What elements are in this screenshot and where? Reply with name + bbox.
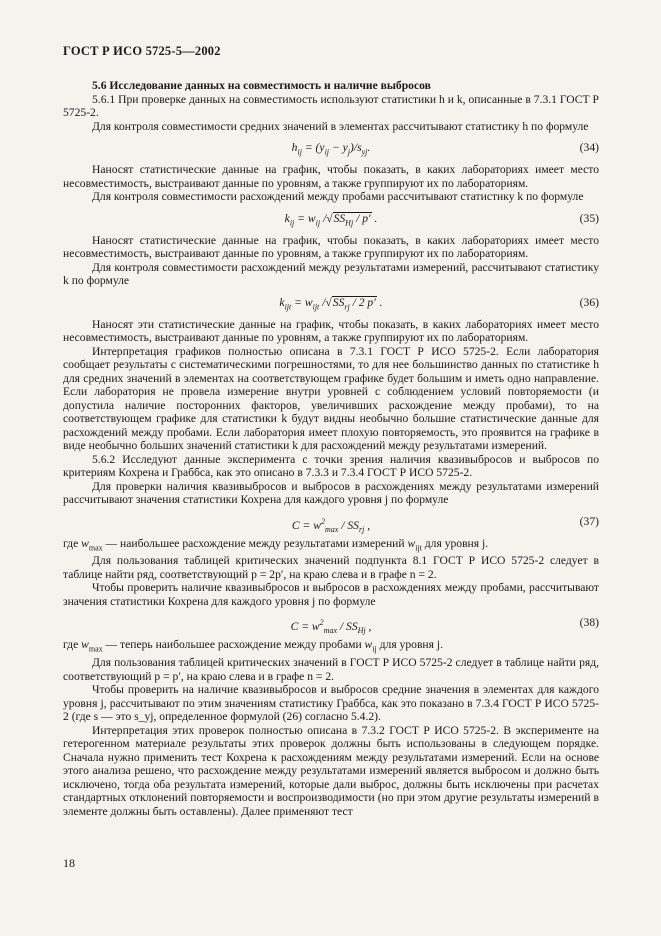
equation-number: (34)	[579, 141, 599, 154]
paragraph: Чтобы проверить наличие квазивыбросов и выбросов в расхождениях между пробами, рассчитывают значения статистики Кохрена для каждого уровня j по формуле	[63, 581, 599, 608]
paragraph: 5.6.1 При проверке данных на совместимость используют статистики h и k, описанные в 7.3.1 ГОСТ Р 5725-2.	[63, 92, 599, 119]
equation-number: (38)	[579, 616, 599, 630]
equation-formula: $C = w^2_{max} / SS_{rj}$ ,	[291, 516, 371, 534]
paragraph: Для контроля совместимости расхождений между пробами рассчитывают статистику k по формуле	[92, 190, 584, 203]
paragraph: Для контроля совместимости расхождений между результатами измерений, рассчитывают статистику k по формуле	[63, 260, 599, 287]
paragraph: Для проверки наличия квазивыбросов и выбросов в расхождениях между результатами измерений рассчитывают значения статистики Кохрена для каждого уровня j по формуле	[63, 479, 599, 506]
page-header: ГОСТ Р ИСО 5725-5—2002	[63, 44, 221, 58]
paragraph: Для контроля совместимости средних значений в элементах рассчитывают статистику h по формуле	[92, 119, 589, 133]
paragraph: где $w_{max}$ — теперь наибольшее расхождение между пробами $w_{ij}$ для уровня j.	[63, 638, 443, 654]
paragraph: Чтобы проверить на наличие квазивыбросов и выбросов средние значения в элементах для каждого уровня j, рассчитывают по этим значениям статистику Граббса, как это показано в 7.3.4 ГОСТ Р ИСО 5725-2 (где s — это s_yj, определенное формулой (26) согласно 5.4.2).	[63, 683, 599, 724]
equation-38	[63, 608, 599, 638]
paragraph: Для пользования таблицей критических значений в ГОСТ Р ИСО 5725-2 следует в таблице найти ряд, соответствующий p = p′, на краю слева и в графе n = 2.	[63, 656, 599, 683]
paragraph: Для пользования таблицей критических значений подпункта 8.1 ГОСТ Р ИСО 5725-2 следует в таблице найти ряд, соответствующий p = 2p′, на краю слева и в графе n = 2.	[63, 554, 599, 581]
equation-formula: $C = w^2_{max} / SS_{Hj}$ ,	[290, 618, 372, 636]
equation-37	[63, 507, 599, 537]
paragraph: Интерпретация графиков полностью описана в 7.3.1 ГОСТ Р ИСО 5725-2. Если лаборатория сообщает результаты с систематическими погрешностями, то для нее большинство данных по статистике h для средних значений в элементах на соответствующем графике будет большим и иметь одно направление. Если лаборатория не провела измерение внутри уровней с соблюдением условий повторяемости (и допустила наличие посторонних факторов, увеличивших расхождение между пробами), то на соответствующем графике для статистики k будут видны необычно большие статистические данные для расхождений между пробами. Если лаборатория имеет плохую повторяемость, это проявится на графике в виде необычно больших значений статистики k для расхождений между результатами измерений.	[63, 344, 599, 452]
paragraph: Наносят эти статистические данные на график, чтобы показать, в каких лабораториях имеет место несовместимость, выстраивают данные по уровням, а также группируют их по лабораториям.	[63, 317, 599, 344]
square-root: $SS_{Hj} / p'$	[333, 211, 371, 227]
equation-34	[63, 133, 599, 163]
paragraph: Наносят статистические данные на график, чтобы показать, в каких лабораториях имеет место несовместимость, выстраивают данные по уровням, а также группируют их по лабораториям.	[63, 163, 599, 190]
page-content	[63, 79, 599, 818]
equation-35	[63, 204, 599, 234]
equation-number: (37)	[579, 514, 599, 528]
equation-formula: $h_{ij} = (y_{ij} - y_j)/s_{yj}$.	[291, 141, 371, 157]
paragraph: где $w_{max}$ — наибольшее расхождение между результатами измерений $w_{ijt}$ для уровня j.	[63, 536, 489, 552]
section-title: 5.6 Исследование данных на совместимость и наличие выбросов	[92, 79, 431, 92]
equation-36	[63, 288, 599, 318]
equation-number: (35)	[579, 211, 599, 225]
paragraph: Интерпретация этих проверок полностью описана в 7.3.2 ГОСТ Р ИСО 5725-2. В эксперименте на гетерогенном материале результаты этих проверок должны быть использованы в следующем порядке. Сначала нужно применить тест Кохрена к расхождениям между результатами измерений. Если на основе этого анализа решено, что расхождение между результатами измерений является выбросом и должно быть исключено, тогда оба результата измерений, которые дали выброс, должны быть исключены при расчетах стандартных отклонений повторяемости и воспроизводимости (но при этом другие результаты измерений в элементе должны быть оставлены). Далее применяют тест	[63, 723, 599, 818]
paragraph: 5.6.2 Исследуют данные эксперимента с точки зрения наличия квазивыбросов и выбросов по критериям Кохрена и Граббса, как это описано в 7.3.3 и 7.3.4 ГОСТ Р ИСО 5725-2.	[63, 452, 599, 479]
square-root: $SS_{rj} / 2$ p′	[332, 295, 376, 311]
paragraph: Наносят статистические данные на график, чтобы показать, в каких лабораториях имеет место несовместимость, выстраивают данные по уровням, а также группируют их по лабораториям.	[63, 233, 599, 260]
equation-formula: $k_{ijt} = w_{ijt}$ $/√SS_{rj} / 2$ p′ .	[279, 295, 383, 311]
equation-formula: $k_{ij} = w_{ij}$ $/√SS_{Hj} / p'$ .	[284, 211, 378, 227]
equation-number: (36)	[579, 295, 599, 309]
page-number: 18	[63, 856, 75, 870]
